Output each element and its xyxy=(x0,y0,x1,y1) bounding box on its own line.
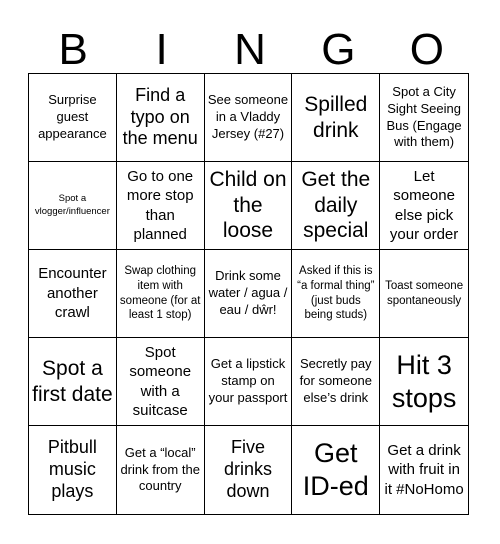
bingo-cell[interactable]: Surprise guest appearance xyxy=(29,74,117,162)
bingo-cell[interactable]: Spot a vlogger/influencer xyxy=(29,162,117,250)
bingo-cell[interactable]: Swap clothing item with someone (for at least 1 stop) xyxy=(117,250,205,338)
bingo-cell[interactable]: Get ID-ed xyxy=(292,426,380,514)
bingo-cell[interactable]: Spot a City Sight Seeing Bus (Engage with them) xyxy=(380,74,468,162)
bingo-cell[interactable]: Asked if this is “a formal thing” (just buds being studs) xyxy=(292,250,380,338)
header-letter-b: B xyxy=(58,25,88,74)
bingo-cell[interactable]: Hit 3 stops xyxy=(380,338,468,426)
bingo-cell[interactable]: Spot a first date xyxy=(29,338,117,426)
bingo-cell[interactable]: Get the daily special xyxy=(292,162,380,250)
bingo-cell[interactable]: Five drinks down xyxy=(205,426,293,514)
bingo-cell[interactable]: Drink some water / agua / eau / dŵr! xyxy=(205,250,293,338)
bingo-cell[interactable]: Find a typo on the menu xyxy=(117,74,205,162)
bingo-cell[interactable]: Spot someone with a suitcase xyxy=(117,338,205,426)
bingo-cell[interactable]: Spilled drink xyxy=(292,74,380,162)
header-letter-g: G xyxy=(321,25,356,74)
header-letter-i: I xyxy=(155,25,168,74)
bingo-cell[interactable]: Get a “local” drink from the country xyxy=(117,426,205,514)
header-letter-n: N xyxy=(234,25,266,74)
bingo-cell[interactable]: Get a drink with fruit in it #NoHomo xyxy=(384,441,464,498)
bingo-cell[interactable]: Pitbull music plays xyxy=(29,426,117,514)
bingo-cell[interactable]: Toast someone spontaneously xyxy=(380,250,468,338)
bingo-cell[interactable]: Secretly pay for someone else’s drink xyxy=(292,338,380,426)
bingo-cell[interactable]: Let someone else pick your order xyxy=(380,162,468,250)
bingo-header xyxy=(29,22,471,78)
bingo-board xyxy=(28,73,469,515)
header-letter-o: O xyxy=(409,25,444,74)
bingo-cell[interactable]: See someone in a Vladdy Jersey (#27) xyxy=(205,74,293,162)
bingo-cell[interactable]: Go to one more stop than planned xyxy=(117,162,205,250)
bingo-cell[interactable]: Get a lipstick stamp on your passport xyxy=(205,338,293,426)
bingo-cell[interactable]: Child on the loose xyxy=(205,162,293,250)
bingo-cell[interactable]: Encounter another crawl xyxy=(29,250,117,338)
